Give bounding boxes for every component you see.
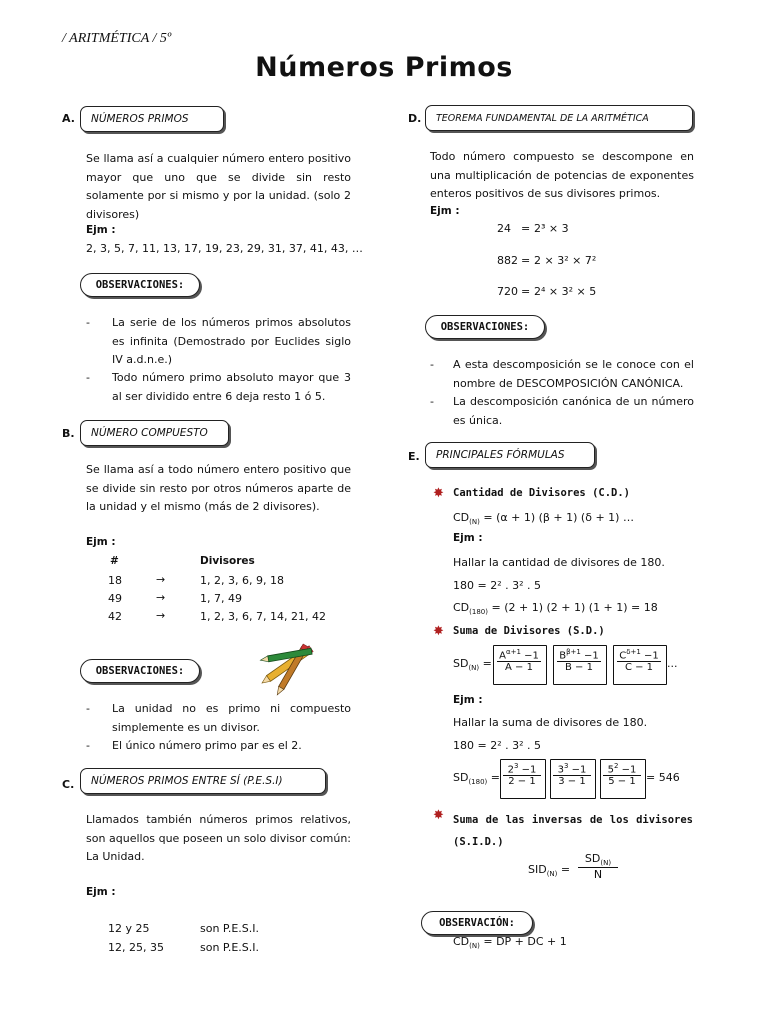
star-bullet-icon: ✸ (433, 486, 444, 501)
section-d-text: Todo número compuesto se descompone en una multiplicación de potencias de exponentes enteros positivos de sus divisores primos. (430, 150, 694, 200)
section-b-observaciones: OBSERVACIONES: (80, 659, 200, 683)
sid-formula-label: $SID_{(N)}$ = (528, 863, 571, 879)
sd-title: Suma de Divisores (S.D.) (453, 625, 605, 637)
equation-rhs: 2³ × 3 (534, 222, 569, 235)
sd-example-result: = 546 (646, 771, 680, 784)
section-b-text: Se llama así a todo número entero positivo que se divide sin resto por otros números aparte de la unidad y el mismo (más de 2 divisores). (86, 463, 351, 513)
fraction-ex-2: $\frac{3^3 -1}{3 - 1}$ (553, 762, 591, 787)
section-d-observaciones: OBSERVACIONES: (425, 315, 545, 339)
section-d-heading: TEOREMA FUNDAMENTAL DE LA ARITMÉTICA (425, 105, 693, 131)
cd-factorization: 180 = 2² . 3² . 5 (453, 579, 541, 592)
table-row-divisors: 1, 2, 3, 6, 7, 14, 21, 42 (200, 610, 326, 623)
section-b-ejm: Ejm : (86, 536, 116, 548)
section-c-ejm: Ejm : (86, 886, 116, 898)
section-e-observacion: OBSERVACIÓN: (421, 911, 533, 935)
equation-lhs: 720 (497, 285, 518, 298)
table-row-pair: 12, 25, 35 (108, 941, 164, 954)
section-c-heading: NÚMEROS PRIMOS ENTRE SÍ (P.E.S.I) (80, 768, 326, 794)
section-d-letter: D. (408, 112, 422, 125)
observacion-formula: $CD_{(N)}$ = DP + DC + 1 (453, 935, 567, 951)
sd-ellipsis: ... (667, 657, 678, 670)
equation-rhs: 2⁴ × 3² × 5 (534, 285, 597, 298)
arrow-icon: → (156, 573, 166, 586)
section-c-letter: C. (62, 778, 75, 791)
page-header: / ARITMÉTICA / 5º (62, 31, 172, 46)
table-row-number: 42 (108, 610, 122, 623)
equals-sign: = (521, 285, 531, 298)
cd-title: Cantidad de Divisores (C.D.) (453, 487, 631, 499)
section-e-letter: E. (408, 450, 420, 463)
pencils-icon (256, 632, 326, 702)
section-a-ejm: Ejm : (86, 224, 116, 236)
sd-example-label: $SD_{(180)}$ = (453, 771, 500, 787)
section-d-bullet: - La descomposición canónica de un número es única. (430, 395, 694, 427)
star-bullet-icon: ✸ (433, 808, 444, 823)
table-row-divisors: 1, 2, 3, 6, 9, 18 (200, 574, 284, 587)
page-title: Números Primos (255, 52, 513, 83)
table-row-divisors: 1, 7, 49 (200, 592, 242, 605)
sd-task: Hallar la suma de divisores de 180. (453, 716, 648, 729)
cd-result: $CD_{(180)} = (2 + 1) (2 + 1) (1 + 1) = 18$ (453, 601, 658, 617)
section-b-letter: B. (62, 427, 75, 440)
section-d-bullet: - A esta descomposición se le conoce con el nombre de DESCOMPOSICIÓN CANÓNICA. (430, 358, 694, 390)
section-a-text: Se llama así a cualquier número entero positivo mayor que uno que se divide sin resto solamente por si mismo y por la unidad. (solo 2 divisores) (86, 152, 351, 221)
table-row-result: son P.E.S.I. (200, 941, 260, 954)
sd-formula-label: $SD_{(N)}$ = (453, 657, 492, 673)
table-row-pair: 12 y 25 (108, 922, 150, 935)
fraction-c: $\frac{C^{\delta+1} -1}{C - 1}$ (617, 648, 661, 673)
section-a-bullet: - Todo número primo absoluto mayor que 3 al ser dividido entre 6 deja resto 1 ó 5. (86, 371, 351, 403)
section-c-text: Llamados también números primos relativos, son aquellos que poseen un solo divisor común: La Unidad. (86, 813, 351, 863)
fraction-b: $\frac{B^{\beta+1} -1}{B - 1}$ (557, 648, 601, 673)
equation-lhs: 24 (497, 222, 511, 235)
section-a-heading: NÚMEROS PRIMOS (80, 106, 224, 132)
section-b-bullet: - El único número primo par es el 2. (86, 739, 302, 752)
equals-sign: = (521, 222, 531, 235)
section-a-letter: A. (62, 112, 75, 125)
equation-lhs: 882 (497, 254, 518, 267)
cd-ejm: Ejm : (453, 532, 483, 544)
cd-task: Hallar la cantidad de divisores de 180. (453, 556, 665, 569)
sid-title: Suma de las inversas de los divisores (S.I.D.) (453, 814, 693, 848)
sd-factorization: 180 = 2² . 3² . 5 (453, 739, 541, 752)
fraction-ex-3: $\frac{5^2 -1}{5 - 1}$ (603, 762, 641, 787)
section-a-bullet: - La serie de los números primos absolutos es infinita (Demostrado por Euclides siglo IV a.d.n.e.) (86, 316, 351, 366)
sd-ejm: Ejm : (453, 694, 483, 706)
table-row-number: 49 (108, 592, 122, 605)
arrow-icon: → (156, 609, 166, 622)
section-d-ejm: Ejm : (430, 205, 460, 217)
section-b-bullet: - La unidad no es primo ni compuesto simplemente es un divisor. (86, 702, 351, 734)
cd-formula: $CD_{(N)} = (\alpha + 1) (\beta + 1) (\delta + 1)$ … (453, 511, 634, 527)
table-row-number: 18 (108, 574, 122, 587)
table-header-number: # (110, 555, 119, 567)
fraction-a: $\frac{A^{\alpha+1} -1}{A - 1}$ (497, 648, 541, 673)
fraction-ex-1: $\frac{2^3 -1}{2 - 1}$ (503, 762, 541, 787)
section-b-heading: NÚMERO COMPUESTO (80, 420, 229, 446)
arrow-icon: → (156, 591, 166, 604)
section-a-observaciones: OBSERVACIONES: (80, 273, 200, 297)
star-bullet-icon: ✸ (433, 624, 444, 639)
section-a-example: 2, 3, 5, 7, 11, 13, 17, 19, 23, 29, 31, 37, 41, 43, … (86, 242, 363, 255)
table-header-divisors: Divisores (200, 555, 255, 567)
equals-sign: = (521, 254, 531, 267)
sid-fraction: $\frac{SD_{(N)}}{N}$ (578, 852, 618, 881)
table-row-result: son P.E.S.I. (200, 922, 260, 935)
section-e-heading: PRINCIPALES FÓRMULAS (425, 442, 595, 468)
equation-rhs: 2 × 3² × 7² (534, 254, 597, 267)
